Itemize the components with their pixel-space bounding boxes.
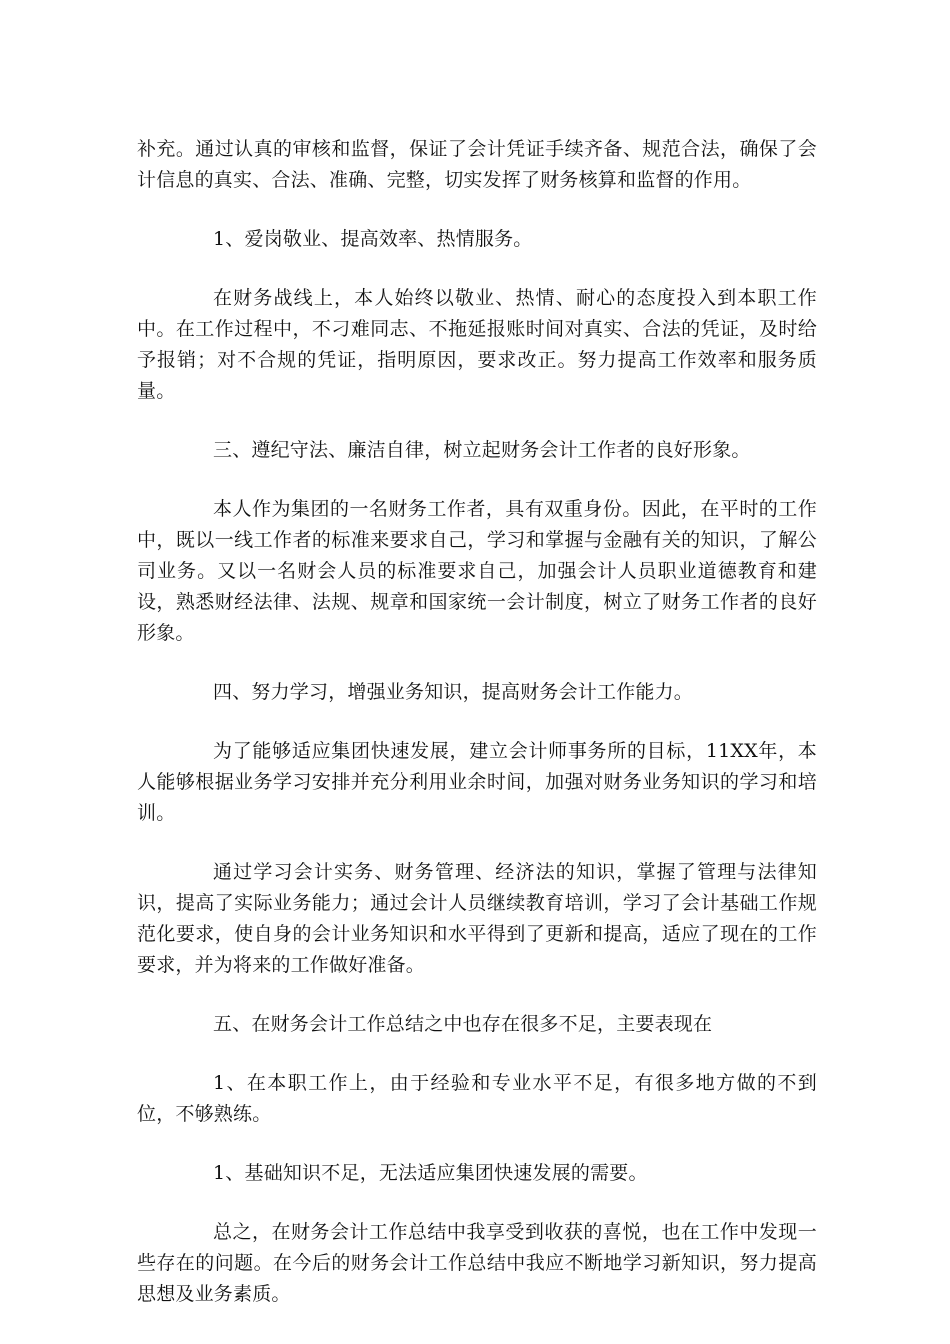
paragraph-dedication: 在财务战线上，本人始终以敬业、热情、耐心的态度投入到本职工作中。在工作过程中，不刁难同志、不拖延报账时间对真实、合法的凭证，及时给予报销；对不合规的凭证，指明原因，要求改正。努力提高工作效率和服务质量。	[137, 287, 817, 402]
heading-dedication: 1、爱岗敬业、提高效率、热情服务。	[213, 228, 533, 250]
paragraph-study-detail: 通过学习会计实务、财务管理、经济法的知识，掌握了管理与法律知识，提高了实际业务能力；通过会计人员继续教育培训，学习了会计基础工作规范化要求，使自身的会计业务知识和水平得到了更新和提高，适应了现在的工作要求，并为将来的工作做好准备。	[137, 861, 817, 976]
paragraph-shortcoming-2: 1、基础知识不足，无法适应集团快速发展的需要。	[213, 1162, 648, 1184]
paragraph-study-goal: 为了能够适应集团快速发展，建立会计师事务所的目标，11XX年，本人能够根据业务学习安排并充分利用业余时间，加强对财务业务知识的学习和培训。	[137, 740, 817, 824]
paragraph-discipline: 本人作为集团的一名财务工作者，具有双重身份。因此，在平时的工作中，既以一线工作者的标准来要求自己，学习和掌握与金融有关的知识，了解公司业务。又以一名财会人员的标准要求自己，加强会计人员职业道德教育和建设，熟悉财经法律、法规、规章和国家统一会计制度，树立了财务工作者的良好形象。	[137, 498, 817, 644]
paragraph-continuation: 补充。通过认真的审核和监督，保证了会计凭证手续齐备、规范合法，确保了会计信息的真实、合法、准确、完整，切实发挥了财务核算和监督的作用。	[137, 138, 817, 191]
heading-study: 四、努力学习，增强业务知识，提高财务会计工作能力。	[213, 681, 694, 703]
heading-shortcomings: 五、在财务会计工作总结之中也存在很多不足，主要表现在	[213, 1013, 713, 1035]
paragraph-conclusion: 总之，在财务会计工作总结中我享受到收获的喜悦，也在工作中发现一些存在的问题。在今后的财务会计工作总结中我应不断地学习新知识，努力提高思想及业务素质。	[137, 1221, 817, 1305]
heading-discipline: 三、遵纪守法、廉洁自律，树立起财务会计工作者的良好形象。	[213, 439, 751, 461]
document-body	[137, 134, 817, 1338]
paragraph-shortcoming-1: 1、在本职工作上，由于经验和专业水平不足，有很多地方做的不到位，不够熟练。	[137, 1072, 817, 1125]
